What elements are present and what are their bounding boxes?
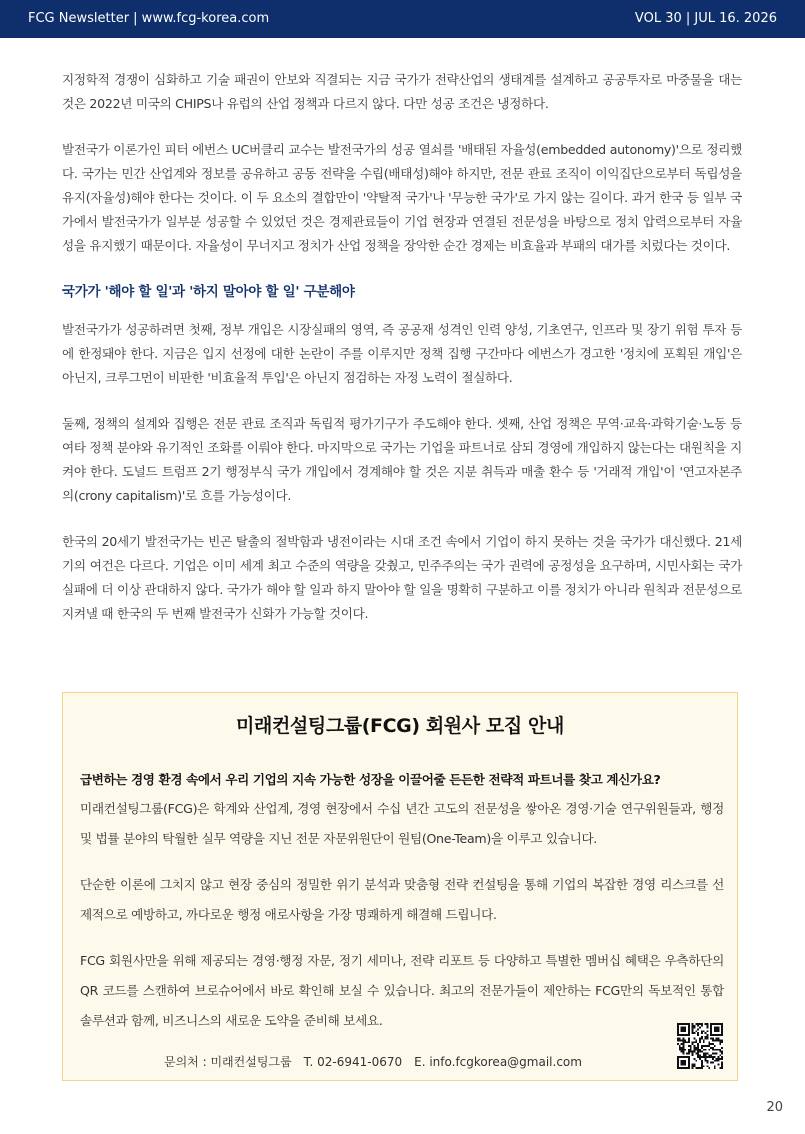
article-body: [62, 68, 742, 648]
recruitment-paragraph: FCG 회원사만을 위해 제공되는 경영·행정 자문, 정기 세미나, 전략 리포트 등 다양하고 특별한 멤버십 혜택은 우측하단의 QR 코드를 스캔하여 브로슈어에서 바로 확인해 보실 수 있습니다. 최고의 전문가들이 제안하는 FCG만의 독보적인 통합 솔루션과 함께, 비즈니스의 새로운 도약을 준비해 보세요.: [80, 953, 724, 1028]
contact-info: [164, 1053, 582, 1070]
recruitment-paragraph: 미래컨설팅그룹(FCG)은 학계와 산업계, 경영 현장에서 수십 년간 고도의 전문성을 쌓아온 경영·기술 연구위원들과, 행정 및 법률 분야의 탁월한 실무 역량을 지닌 전문 자문위원단이 원팀(One-Team)을 이루고 있습니다.: [80, 801, 724, 846]
article-subheading: 국가가 '해야 할 일'과 '하지 말아야 할 일' 구분해야: [62, 284, 355, 300]
contact-phone: T. 02-6941-0670: [303, 1055, 403, 1069]
newsletter-header: [0, 0, 805, 38]
header-issue: VOL 30 | JUL 16. 2026: [634, 11, 777, 26]
recruitment-title: 미래컨설팅그룹(FCG) 회원사 모집 안내: [236, 715, 564, 737]
article-paragraph: 발전국가 이론가인 피터 에번스 UC버클리 교수는 발전국가의 성공 열쇠를 '배태된 자율성(embedded autonomy)'으로 정리했다. 국가는 민간 산업계와 정보를 공유하고 공동 전략을 수립(배태성)해야 하지만, 전문 관료 조직이 이익집단으로부터 독립성을 유지(자율성)해야 한다는 것이다. 이 두 요소의 결합만이 '약탈적 국가'나 '무능한 국가'로 가지 않는 길이다. 과거 한국 등 일부 국가에서 발전국가가 일부분 성공할 수 있었던 것은 경제관료들이 기업 현장과 연결된 전문성을 바탕으로 정치 압력으로부터 자율성을 유지했기 때문이다. 자율성이 무너지고 정치가 산업 정책을 장악한 순간 경제는 비효율과 부패의 대가를 치렀다는 것이다.: [62, 142, 742, 253]
contact-label: 문의처 : 미래컨설팅그룹: [164, 1055, 292, 1069]
header-site: FCG Newsletter | www.fcg-korea.com: [28, 11, 270, 26]
recruitment-body: [80, 769, 724, 1052]
contact-email[interactable]: E. info.fcgkorea@gmail.com: [414, 1055, 582, 1069]
article-paragraph: 한국의 20세기 발전국가는 빈곤 탈출의 절박함과 냉전이라는 시대 조건 속에서 기업이 하지 못하는 것을 국가가 대신했다. 21세기의 여건은 다르다. 기업은 이미 세계 최고 수준의 역량을 갖췄고, 민주주의는 국가 권력에 공정성을 요구하며, 시민사회는 국가 실패에 더 이상 관대하지 않다. 국가가 해야 할 일과 하지 말아야 할 일을 명확히 구분하고 이를 정치가 아니라 원칙과 전문성으로 지켜낼 때 한국의 두 번째 발전국가 신화가 가능할 것이다.: [62, 534, 742, 621]
recruitment-paragraph: 단순한 이론에 그치지 않고 현장 중심의 정밀한 위기 분석과 맞춤형 전략 컨설팅을 통해 기업의 복잡한 경영 리스크를 선제적으로 예방하고, 까다로운 행정 애로사항을 가장 명쾌하게 해결해 드립니다.: [80, 877, 724, 922]
recruitment-lead: 급변하는 경영 환경 속에서 우리 기업의 지속 가능한 성장을 이끌어줄 든든한 전략적 파트너를 찾고 계신가요?: [80, 772, 661, 787]
article-paragraph: 둘째, 정책의 설계와 집행은 전문 관료 조직과 독립적 평가기구가 주도해야 한다. 셋째, 산업 정책은 무역·교육·과학기술·노동 등 여타 정책 분야와 유기적인 조화를 이뤄야 한다. 마지막으로 국가는 기업을 파트너로 삼되 경영에 개입하지 않는다는 대원칙을 지켜야 한다. 도널드 트럼프 2기 행정부식 국가 개입에서 경계해야 할 것은 지분 취득과 매출 환수 등 '거래적 개입'이 '연고자본주의(crony capitalism)'로 흐를 가능성이다.: [62, 416, 742, 503]
qr-code-icon[interactable]: [677, 1023, 723, 1069]
article-paragraph: 발전국가가 성공하려면 첫째, 정부 개입은 시장실패의 영역, 즉 공공재 성격인 인력 양성, 기초연구, 인프라 및 장기 위험 투자 등에 한정돼야 한다. 지금은 입지 선정에 대한 논란이 주를 이루지만 정책 집행 구간마다 에번스가 경고한 '정치에 포획된 개입'은 아닌지, 크루그먼이 비판한 '비효율적 투입'은 아닌지 점검하는 자정 노력이 절실하다.: [62, 322, 742, 385]
recruitment-notice-box: [62, 692, 738, 1081]
page-number: 20: [766, 1100, 783, 1115]
article-paragraph: 지정학적 경쟁이 심화하고 기술 패권이 안보와 직결되는 지금 국가가 전략산업의 생태계를 설계하고 공공투자로 마중물을 대는 것은 2022년 미국의 CHIPS나 유럽의 산업 정책과 다르지 않다. 다만 성공 조건은 냉정하다.: [62, 72, 742, 111]
